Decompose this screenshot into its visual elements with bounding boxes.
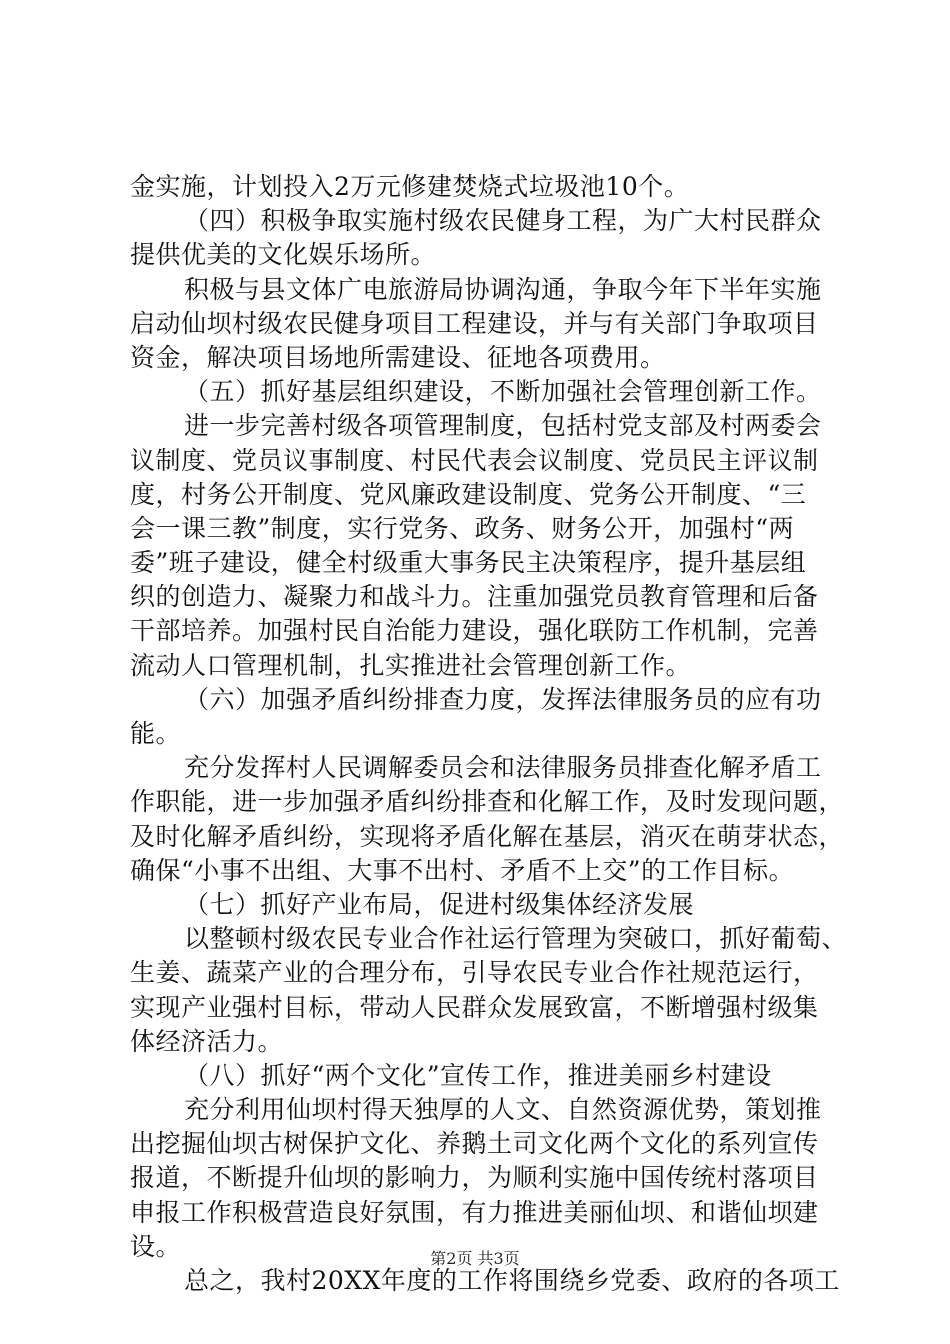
page-footer: [0, 1246, 950, 1269]
document-body: [130, 170, 848, 1298]
text-line: 会一课三教”制度，实行党务、政务、财务公开，加强村“两: [130, 513, 795, 543]
text-line: 委”班子建设，健全村级重大事务民主决策程序，提升基层组: [130, 548, 807, 578]
section-heading: （八）抓好“两个文化”宣传工作，推进美丽乡村建设: [184, 1060, 772, 1090]
text-line: 资金，解决项目场地所需建设、征地各项费用。: [130, 342, 666, 372]
text-line: 生姜、蔬菜产业的合理分布，引导农民专业合作社规范运行，: [130, 958, 819, 988]
text-line: 进一步完善村级各项管理制度，包括村党支部及村两委会: [184, 411, 822, 441]
section-heading: （五）抓好基层组织建设，不断加强社会管理创新工作。: [184, 377, 822, 407]
text-line: 提供优美的文化娱乐场所。: [130, 240, 437, 270]
text-line: 能。: [130, 719, 182, 748]
text-line: 申报工作积极营造良好氛围，有力推进美丽仙坝、和谐仙坝建: [130, 1197, 819, 1227]
text-line: 实现产业强村目标，带动人民群众发展致富，不断增强村级集: [130, 992, 819, 1022]
text-line: 充分利用仙坝村得天独厚的人文、自然资源优势，策划推: [184, 1095, 822, 1125]
text-line: 确保“小事不出组、大事不出村、矛盾不上交”的工作目标。: [130, 855, 795, 885]
section-heading: （四）积极争取实施村级农民健身工程，为广大村民群众: [184, 206, 822, 236]
text-line: 及时化解矛盾纠纷，实现将矛盾化解在基层，消灭在萌芽状态，: [130, 821, 845, 851]
text-line: 总之，我村20XX年度的工作将围绕乡党委、政府的各项工: [184, 1266, 840, 1295]
text-line: 流动人口管理机制，扎实推进社会管理创新工作。: [130, 650, 692, 680]
text-line: 干部培养。加强村民自治能力建设，强化联防工作机制，完善: [130, 616, 819, 646]
text-line: 以整顿村级农民专业合作社运行管理为突破口，抓好葡萄、: [184, 924, 848, 954]
section-heading: （六）加强矛盾纠纷排查力度，发挥法律服务员的应有功: [184, 684, 822, 714]
page-number: 第2页 共3页: [430, 1249, 520, 1268]
text-line: 积极与县文体广电旅游局协调沟通，争取今年下半年实施: [184, 274, 822, 304]
text-line: 织的创造力、凝聚力和战斗力。注重加强党员教育管理和后备: [130, 582, 819, 612]
text-line: 度，村务公开制度、党风廉政建设制度、党务公开制度、“三: [130, 479, 807, 509]
text-line: 出挖掘仙坝古树保护文化、养鹅土司文化两个文化的系列宣传: [130, 1129, 819, 1159]
section-heading: （七）抓好产业布局，促进村级集体经济发展: [184, 889, 695, 919]
text-line: 报道，不断提升仙坝的影响力，为顺利实施中国传统村落项目: [130, 1163, 819, 1193]
text-line: 体经济活力。: [130, 1026, 284, 1056]
text-line: 启动仙坝村级农民健身项目工程建设，并与有关部门争取项目: [130, 308, 819, 338]
text-line: 设。: [130, 1231, 182, 1261]
text-line: 充分发挥村人民调解委员会和法律服务员排查化解矛盾工: [184, 753, 822, 783]
text-line: 金实施，计划投入2万元修建焚烧式垃圾池10个。: [130, 172, 690, 201]
text-line: 议制度、党员议事制度、村民代表会议制度、党员民主评议制: [130, 445, 819, 475]
text-line: 作职能，进一步加强矛盾纠纷排查和化解工作，及时发现问题，: [130, 787, 845, 817]
